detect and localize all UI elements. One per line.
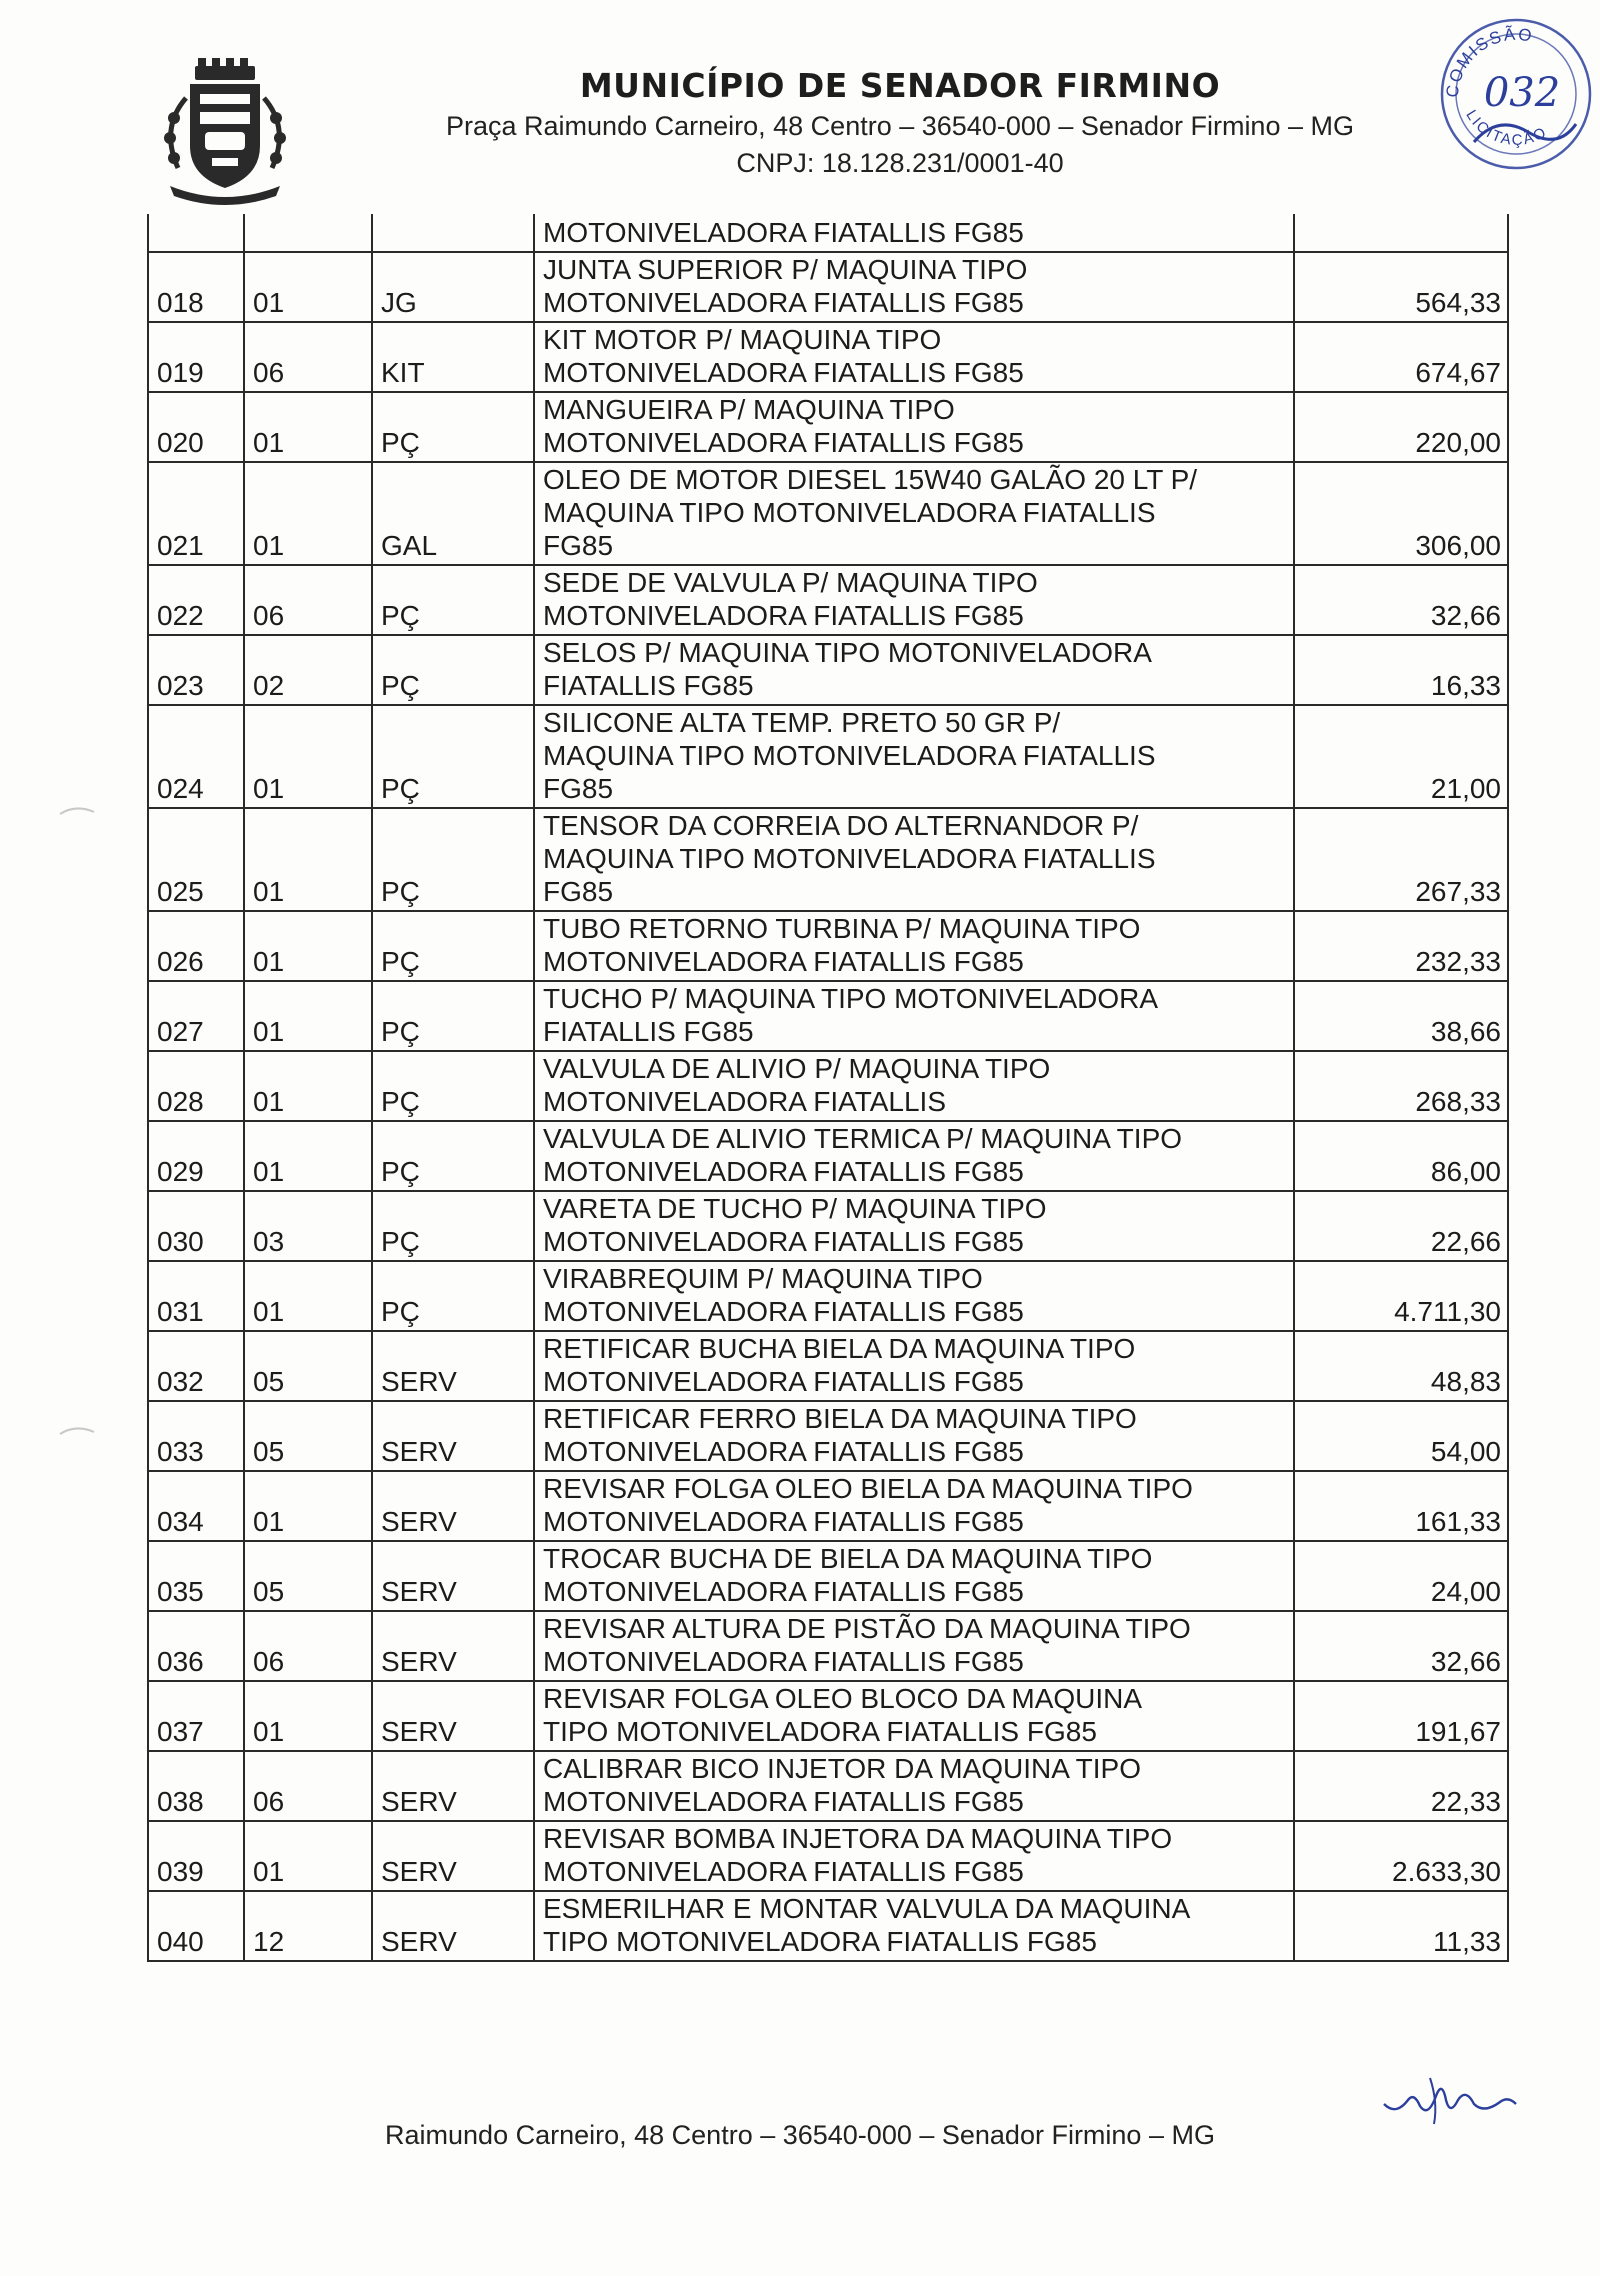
table-row: [148, 565, 1508, 635]
unit-price-cell: 54,00: [1294, 1401, 1508, 1471]
items-table-body: [148, 214, 1508, 1961]
quantity-cell: 01: [244, 1121, 372, 1191]
description-cell: REVISAR ALTURA DE PISTÃO DA MAQUINA TIPO MOTONIVELADORA FIATALLIS FG85: [534, 1611, 1294, 1681]
description-cell: RETIFICAR FERRO BIELA DA MAQUINA TIPO MOTONIVELADORA FIATALLIS FG85: [534, 1401, 1294, 1471]
quantity-cell: 05: [244, 1331, 372, 1401]
unit-cell: PÇ: [372, 1121, 534, 1191]
unit-price-cell: 191,67: [1294, 1681, 1508, 1751]
description-cell: VIRABREQUIM P/ MAQUINA TIPO MOTONIVELADORA FIATALLIS FG85: [534, 1261, 1294, 1331]
unit-cell: SERV: [372, 1681, 534, 1751]
unit-price-cell: [1294, 214, 1508, 252]
item-number-cell: [148, 214, 244, 252]
unit-price-cell: 32,66: [1294, 565, 1508, 635]
handwritten-signature: [1380, 2066, 1520, 2126]
description-cell: TENSOR DA CORREIA DO ALTERNANDOR P/ MAQUINA TIPO MOTONIVELADORA FIATALLIS FG85: [534, 808, 1294, 911]
letterhead-address: Praça Raimundo Carneiro, 48 Centro – 36540-000 – Senador Firmino – MG: [446, 111, 1354, 141]
description-cell: ESMERILHAR E MONTAR VALVULA DA MAQUINA TIPO MOTONIVELADORA FIATALLIS FG85: [534, 1891, 1294, 1961]
item-number-cell: 018: [148, 252, 244, 322]
table-row: [148, 1401, 1508, 1471]
stamp-number: 032: [1483, 70, 1561, 116]
table-row-continuation: [148, 214, 1508, 252]
item-number-cell: 022: [148, 565, 244, 635]
coat-of-arms-logo: [150, 58, 300, 208]
unit-price-cell: 306,00: [1294, 462, 1508, 565]
unit-price-cell: 161,33: [1294, 1471, 1508, 1541]
scan-mark: [58, 800, 98, 820]
table-row: [148, 808, 1508, 911]
table-row: [148, 981, 1508, 1051]
table-row: [148, 1471, 1508, 1541]
description-cell: VALVULA DE ALIVIO P/ MAQUINA TIPO MOTONIVELADORA FIATALLIS: [534, 1051, 1294, 1121]
item-number-cell: 021: [148, 462, 244, 565]
item-number-cell: 019: [148, 322, 244, 392]
quantity-cell: 01: [244, 392, 372, 462]
quantity-cell: 01: [244, 981, 372, 1051]
description-cell: OLEO DE MOTOR DIESEL 15W40 GALÃO 20 LT P/ MAQUINA TIPO MOTONIVELADORA FIATALLIS FG85: [534, 462, 1294, 565]
item-number-cell: 028: [148, 1051, 244, 1121]
table-row: [148, 392, 1508, 462]
quantity-cell: 06: [244, 565, 372, 635]
unit-cell: GAL: [372, 462, 534, 565]
unit-cell: PÇ: [372, 1051, 534, 1121]
unit-price-cell: 268,33: [1294, 1051, 1508, 1121]
description-cell: TROCAR BUCHA DE BIELA DA MAQUINA TIPO MOTONIVELADORA FIATALLIS FG85: [534, 1541, 1294, 1611]
unit-cell: KIT: [372, 322, 534, 392]
item-number-cell: 039: [148, 1821, 244, 1891]
table-row: [148, 1191, 1508, 1261]
description-cell: MOTONIVELADORA FIATALLIS FG85: [534, 214, 1294, 252]
table-row: [148, 1331, 1508, 1401]
unit-price-cell: 22,33: [1294, 1751, 1508, 1821]
unit-price-cell: 21,00: [1294, 705, 1508, 808]
table-row: [148, 462, 1508, 565]
item-number-cell: 034: [148, 1471, 244, 1541]
item-number-cell: 040: [148, 1891, 244, 1961]
quantity-cell: 01: [244, 1681, 372, 1751]
table-row: [148, 322, 1508, 392]
unit-cell: [372, 214, 534, 252]
unit-cell: PÇ: [372, 1261, 534, 1331]
table-row: [148, 1681, 1508, 1751]
description-cell: RETIFICAR BUCHA BIELA DA MAQUINA TIPO MOTONIVELADORA FIATALLIS FG85: [534, 1331, 1294, 1401]
quantity-cell: 01: [244, 1821, 372, 1891]
quantity-cell: 06: [244, 322, 372, 392]
unit-cell: SERV: [372, 1821, 534, 1891]
quantity-cell: 01: [244, 1261, 372, 1331]
quantity-cell: 01: [244, 705, 372, 808]
unit-cell: PÇ: [372, 808, 534, 911]
item-number-cell: 023: [148, 635, 244, 705]
table-row: [148, 252, 1508, 322]
table-row: [148, 635, 1508, 705]
table-row: [148, 1751, 1508, 1821]
unit-cell: PÇ: [372, 911, 534, 981]
scan-mark: [58, 1420, 98, 1440]
unit-price-cell: 32,66: [1294, 1611, 1508, 1681]
quantity-cell: 02: [244, 635, 372, 705]
page-footer: Raimundo Carneiro, 48 Centro – 36540-000 – Senador Firmino – MG: [385, 2120, 1215, 2150]
item-number-cell: 031: [148, 1261, 244, 1331]
description-cell: REVISAR FOLGA OLEO BLOCO DA MAQUINA TIPO MOTONIVELADORA FIATALLIS FG85: [534, 1681, 1294, 1751]
letterhead: [380, 66, 1420, 179]
unit-price-cell: 11,33: [1294, 1891, 1508, 1961]
unit-cell: SERV: [372, 1401, 534, 1471]
stamp-top-text: COMISSÃO: [1442, 24, 1535, 99]
quantity-cell: 01: [244, 1051, 372, 1121]
unit-price-cell: 2.633,30: [1294, 1821, 1508, 1891]
table-row: [148, 911, 1508, 981]
table-row: [148, 1121, 1508, 1191]
unit-price-cell: 564,33: [1294, 252, 1508, 322]
quantity-cell: 12: [244, 1891, 372, 1961]
table-row: [148, 1261, 1508, 1331]
unit-cell: PÇ: [372, 981, 534, 1051]
unit-cell: SERV: [372, 1471, 534, 1541]
item-number-cell: 020: [148, 392, 244, 462]
unit-price-cell: 86,00: [1294, 1121, 1508, 1191]
quantity-cell: 01: [244, 808, 372, 911]
quantity-cell: 01: [244, 1471, 372, 1541]
unit-price-cell: 220,00: [1294, 392, 1508, 462]
unit-cell: SERV: [372, 1891, 534, 1961]
item-number-cell: 025: [148, 808, 244, 911]
description-cell: JUNTA SUPERIOR P/ MAQUINA TIPO MOTONIVELADORA FIATALLIS FG85: [534, 252, 1294, 322]
unit-cell: PÇ: [372, 565, 534, 635]
unit-price-cell: 4.711,30: [1294, 1261, 1508, 1331]
item-number-cell: 035: [148, 1541, 244, 1611]
description-cell: TUCHO P/ MAQUINA TIPO MOTONIVELADORA FIATALLIS FG85: [534, 981, 1294, 1051]
unit-cell: PÇ: [372, 635, 534, 705]
items-table: [147, 214, 1509, 1962]
unit-price-cell: 48,83: [1294, 1331, 1508, 1401]
letterhead-cnpj: CNPJ: 18.128.231/0001-40: [736, 148, 1064, 178]
quantity-cell: 06: [244, 1751, 372, 1821]
description-cell: REVISAR BOMBA INJETORA DA MAQUINA TIPO MOTONIVELADORA FIATALLIS FG85: [534, 1821, 1294, 1891]
unit-cell: SERV: [372, 1611, 534, 1681]
description-cell: CALIBRAR BICO INJETOR DA MAQUINA TIPO MOTONIVELADORA FIATALLIS FG85: [534, 1751, 1294, 1821]
description-cell: REVISAR FOLGA OLEO BIELA DA MAQUINA TIPO MOTONIVELADORA FIATALLIS FG85: [534, 1471, 1294, 1541]
quantity-cell: 06: [244, 1611, 372, 1681]
description-cell: KIT MOTOR P/ MAQUINA TIPO MOTONIVELADORA FIATALLIS FG85: [534, 322, 1294, 392]
item-number-cell: 033: [148, 1401, 244, 1471]
municipality-title: MUNICÍPIO DE SENADOR FIRMINO: [579, 66, 1221, 105]
table-row: [148, 1051, 1508, 1121]
unit-price-cell: 38,66: [1294, 981, 1508, 1051]
table-row: [148, 1541, 1508, 1611]
table-row: [148, 1891, 1508, 1961]
unit-cell: PÇ: [372, 1191, 534, 1261]
item-number-cell: 037: [148, 1681, 244, 1751]
quantity-cell: 01: [244, 911, 372, 981]
quantity-cell: 01: [244, 462, 372, 565]
item-number-cell: 036: [148, 1611, 244, 1681]
unit-cell: JG: [372, 252, 534, 322]
description-cell: SELOS P/ MAQUINA TIPO MOTONIVELADORA FIATALLIS FG85: [534, 635, 1294, 705]
item-number-cell: 030: [148, 1191, 244, 1261]
item-number-cell: 038: [148, 1751, 244, 1821]
quantity-cell: 05: [244, 1541, 372, 1611]
item-number-cell: 027: [148, 981, 244, 1051]
table-row: [148, 1821, 1508, 1891]
item-number-cell: 024: [148, 705, 244, 808]
unit-price-cell: 22,66: [1294, 1191, 1508, 1261]
unit-price-cell: 674,67: [1294, 322, 1508, 392]
description-cell: VALVULA DE ALIVIO TERMICA P/ MAQUINA TIPO MOTONIVELADORA FIATALLIS FG85: [534, 1121, 1294, 1191]
quantity-cell: 01: [244, 252, 372, 322]
items-table-wrapper: [147, 214, 1509, 1962]
table-row: [148, 705, 1508, 808]
unit-price-cell: 267,33: [1294, 808, 1508, 911]
description-cell: VARETA DE TUCHO P/ MAQUINA TIPO MOTONIVELADORA FIATALLIS FG85: [534, 1191, 1294, 1261]
unit-cell: PÇ: [372, 705, 534, 808]
unit-cell: PÇ: [372, 392, 534, 462]
commission-stamp: [1436, 14, 1596, 174]
stamp-bottom-text: LICITAÇÃO: [1462, 107, 1551, 149]
item-number-cell: 029: [148, 1121, 244, 1191]
unit-price-cell: 232,33: [1294, 911, 1508, 981]
description-cell: SEDE DE VALVULA P/ MAQUINA TIPO MOTONIVELADORA FIATALLIS FG85: [534, 565, 1294, 635]
table-row: [148, 1611, 1508, 1681]
description-cell: MANGUEIRA P/ MAQUINA TIPO MOTONIVELADORA FIATALLIS FG85: [534, 392, 1294, 462]
unit-cell: SERV: [372, 1541, 534, 1611]
item-number-cell: 026: [148, 911, 244, 981]
quantity-cell: 05: [244, 1401, 372, 1471]
unit-cell: SERV: [372, 1751, 534, 1821]
item-number-cell: 032: [148, 1331, 244, 1401]
quantity-cell: 03: [244, 1191, 372, 1261]
unit-cell: SERV: [372, 1331, 534, 1401]
description-cell: SILICONE ALTA TEMP. PRETO 50 GR P/ MAQUINA TIPO MOTONIVELADORA FIATALLIS FG85: [534, 705, 1294, 808]
unit-price-cell: 16,33: [1294, 635, 1508, 705]
unit-price-cell: 24,00: [1294, 1541, 1508, 1611]
description-cell: TUBO RETORNO TURBINA P/ MAQUINA TIPO MOTONIVELADORA FIATALLIS FG85: [534, 911, 1294, 981]
quantity-cell: [244, 214, 372, 252]
